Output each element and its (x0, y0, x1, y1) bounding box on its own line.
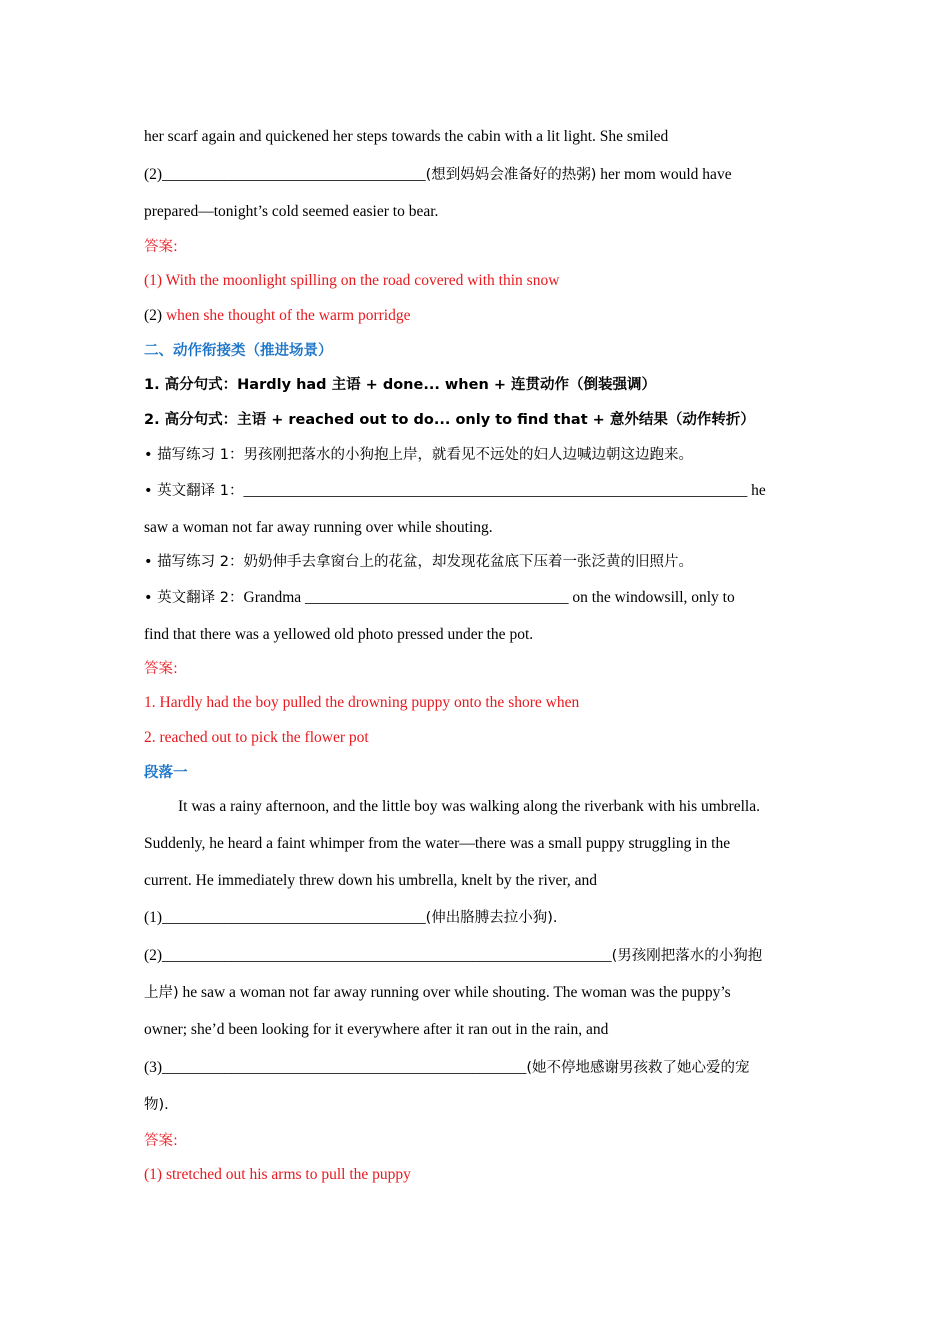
text-line: It was a rainy afternoon, and the little boy was walking along the riverbank with his umbrella. (178, 798, 760, 815)
text-span: he (747, 482, 766, 499)
pattern-line: 1. 高分句式：Hardly had 主语 + done... when + 连贯动作（倒装强调） (144, 377, 657, 393)
translation-label: • 英文翻译 2： (144, 590, 244, 606)
answer-label: 答案: (144, 661, 178, 677)
blank: (3)_______________________________________________ (144, 1059, 527, 1076)
answer-line: (1) With the moonlight spilling on the road covered with thin snow (144, 272, 560, 289)
translation-line (144, 481, 766, 501)
translation-line (144, 588, 735, 608)
fill-blank-line (144, 1058, 749, 1078)
answer-text: when she thought of the warm porridge (165, 307, 411, 324)
paragraph-heading: 段落一 (144, 765, 188, 781)
text-line: find that there was a yellowed old photo pressed under the pot. (144, 626, 534, 643)
text-span: he saw a woman not far away running over while shouting. The woman was the puppy’s (178, 984, 731, 1001)
chinese-hint: (伸出胳膊去拉小狗). (425, 910, 558, 926)
chinese-hint: (男孩刚把落水的小狗抱 (611, 948, 763, 964)
blank: (2)__________________________________ (144, 166, 426, 183)
text-line: prepared—tonight’s cold seemed easier to bear. (144, 203, 439, 220)
text-line: owner; she’d been looking for it everywhere after it ran out in the rain, and (144, 1021, 609, 1038)
answer-label: 答案: (144, 239, 178, 255)
answer-line: 1. Hardly had the boy pulled the drowning puppy onto the shore when (144, 694, 580, 711)
text-line: saw a woman not far away running over while shouting. (144, 519, 493, 536)
text-line (144, 983, 731, 1003)
fill-blank-line (144, 946, 762, 966)
chinese-hint: (想到妈妈会准备好的热粥) (425, 167, 597, 183)
text-line: current. He immediately threw down his umbrella, knelt by the river, and (144, 872, 598, 889)
text-span: her mom would have (596, 166, 732, 183)
blank: (1)__________________________________ (144, 909, 426, 926)
chinese-hint: 上岸) (144, 985, 179, 1001)
text-span: Grandma __________________________________ on the windowsill, only to (243, 589, 735, 606)
answer-line: (1) stretched out his arms to pull the puppy (144, 1166, 411, 1183)
exercise-line: • 描写练习 2：奶奶伸手去拿窗台上的花盆，却发现花盆底下压着一张泛黄的旧照片。 (144, 554, 693, 570)
pattern-line: 2. 高分句式：主语 + reached out to do... only to find that + 意外结果（动作转折） (144, 412, 755, 428)
section-heading: 二、动作衔接类（推进场景） (144, 343, 333, 359)
text-line: 物). (144, 1097, 169, 1113)
text-line: her scarf again and quickened her steps towards the cabin with a lit light. She smiled (144, 128, 669, 145)
chinese-hint: (她不停地感谢男孩救了她心爱的宠 (526, 1060, 750, 1076)
blank: _________________________________________________________________ (243, 482, 748, 499)
fill-blank-line (144, 165, 732, 185)
text-line: Suddenly, he heard a faint whimper from the water—there was a small puppy struggling in the (144, 835, 731, 852)
exercise-line: • 描写练习 1：男孩刚把落水的小狗抱上岸，就看见不远处的妇人边喊边朝这边跑来。 (144, 447, 693, 463)
fill-blank-line (144, 908, 558, 928)
translation-label: • 英文翻译 1： (144, 483, 244, 499)
answer-line (144, 306, 410, 326)
answer-label: 答案: (144, 1133, 178, 1149)
blank: (2)__________________________________________________________ (144, 947, 612, 964)
answer-line: 2. reached out to pick the flower pot (144, 729, 369, 746)
answer-number: (2) (144, 307, 166, 324)
